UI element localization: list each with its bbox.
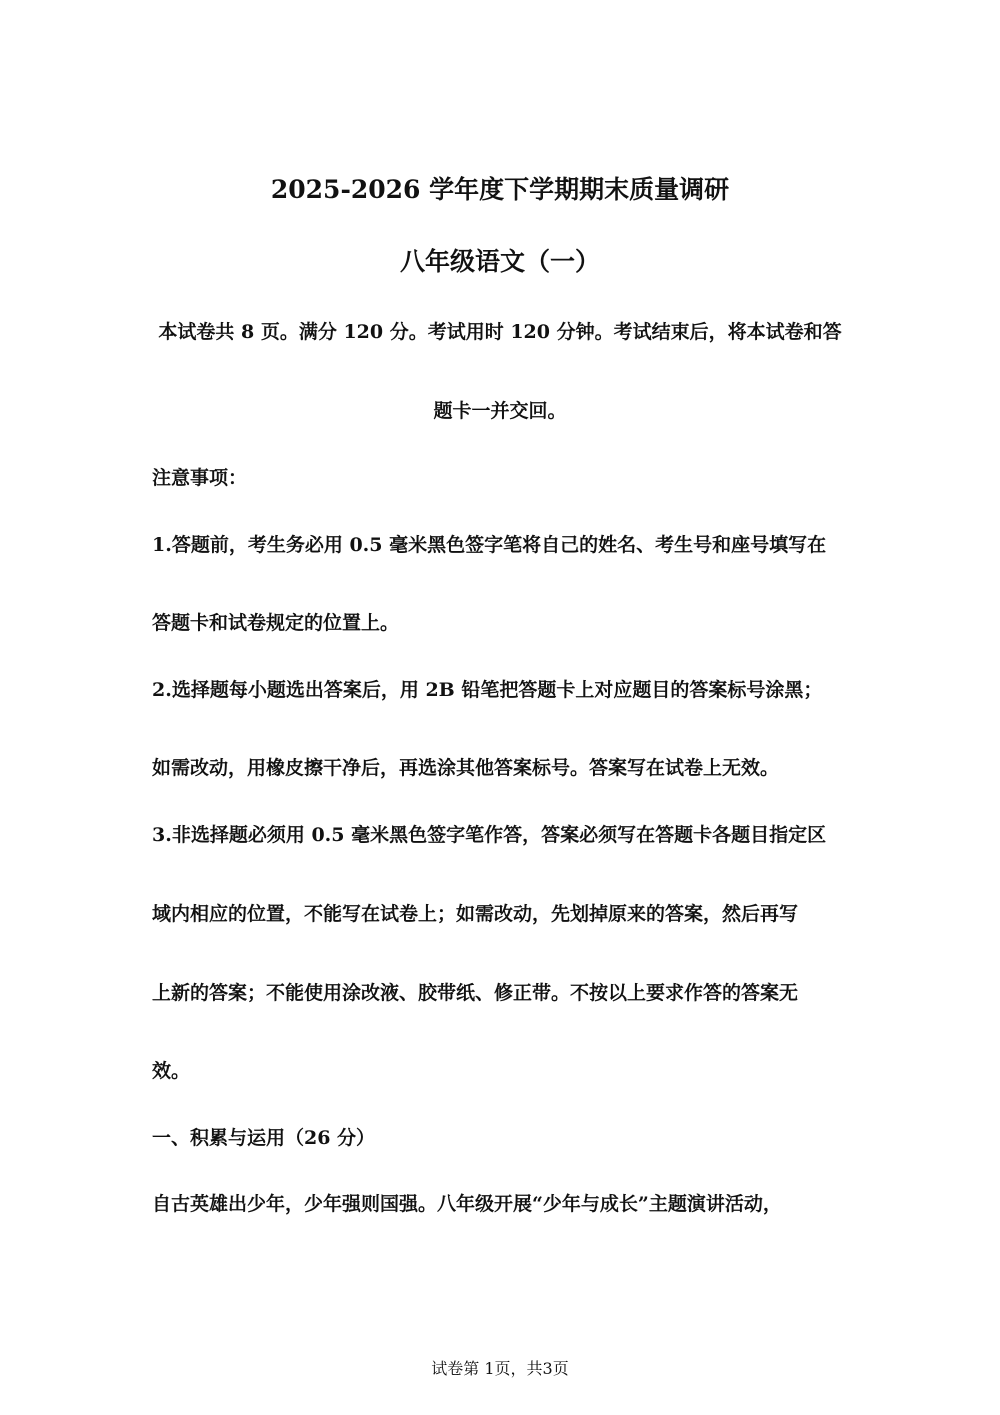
page-footer: 试卷第 1页，共3页 xyxy=(431,1359,569,1378)
note-item-3-line-2: 域内相应的位置，不能写在试卷上；如需改动，先划掉原来的答案，然后再写 xyxy=(152,903,799,925)
notes-heading: 注意事项： xyxy=(152,467,248,489)
section-1-text-line-1: 自古英雄出少年，少年强则国强。八年级开展“少年与成长”主题演讲活动， xyxy=(152,1193,782,1215)
exam-title: 2025-2026 学年度下学期期末质量调研 xyxy=(270,175,730,204)
intro-line-2: 题卡一并交回。 xyxy=(433,400,567,422)
note-item-3-line-1: 3.非选择题必须用 0.5 毫米黑色签字笔作答，答案必须写在答题卡各题目指定区 xyxy=(152,824,827,846)
section-1-heading: 一、积累与运用（26 分） xyxy=(152,1127,376,1149)
note-item-3-line-3: 上新的答案；不能使用涂改液、胶带纸、修正带。不按以上要求作答的答案无 xyxy=(152,982,799,1004)
note-item-2-line-2: 如需改动，用橡皮擦干净后，再选涂其他答案标号。答案写在试卷上无效。 xyxy=(152,757,780,779)
intro-line-1: 本试卷共 8 页。满分 120 分。考试用时 120 分钟。考试结束后，将本试卷和答 xyxy=(158,321,842,343)
note-item-3-line-4: 效。 xyxy=(152,1060,191,1082)
note-item-1-line-1: 1.答题前，考生务必用 0.5 毫米黑色签字笔将自己的姓名、考生号和座号填写在 xyxy=(152,534,827,556)
note-item-1-line-2: 答题卡和试卷规定的位置上。 xyxy=(152,612,400,634)
exam-subtitle: 八年级语文（一） xyxy=(399,247,600,276)
note-item-2-line-1: 2.选择题每小题选出答案后，用 2B 铅笔把答题卡上对应题目的答案标号涂黑； xyxy=(152,679,823,701)
